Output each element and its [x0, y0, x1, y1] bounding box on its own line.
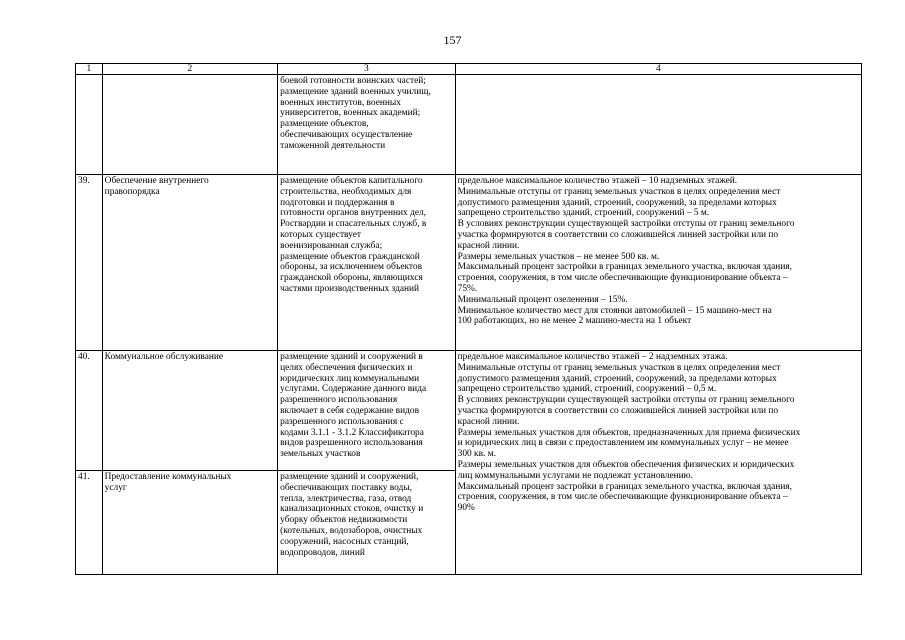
text-line: и юридических лиц в связи с предоставлением им коммунальных услуг – не менее [457, 438, 789, 449]
text-line: строительства, необходимых для [280, 186, 412, 197]
text-line: запрещено строительство зданий, строений, сооружений – 5 м. [457, 208, 710, 219]
text-line: размещение зданий военных училищ, [280, 86, 431, 97]
text-line: Минимальное количество мест для стоянки автомобилей – 15 машино-мест на [457, 305, 772, 316]
text-line: Росгвардии и спасательных служб, в [280, 219, 427, 230]
text-line: размещение объектов капитального [280, 176, 423, 186]
row-number-cell: 41. [76, 471, 103, 575]
text-line: Максимальный процент застройки в границах земельного участка, включая здания, [457, 262, 792, 273]
text-line: услуг [104, 482, 127, 493]
text-line: размещение зданий и сооружений в [280, 352, 423, 362]
text-line: лиц коммунальными услугами не подлежат установлению. [457, 470, 694, 481]
text-line: обеспечивающих осуществление [280, 129, 413, 140]
text-line: кодами 3.1.1 - 3.1.2 Классификатора [280, 427, 424, 438]
land-use-table [75, 63, 862, 575]
text-line: Минимальные отступы от границ земельных участков в целях определения мест [457, 362, 781, 373]
text-line: Размеры земельных участков – не менее 500 кв. м. [457, 251, 660, 262]
text-line: Максимальный процент застройки в границах земельного участка, включая здания, [457, 481, 792, 492]
text-line: канализационных стоков, очистку и [280, 504, 424, 515]
use-description-cell [278, 175, 456, 351]
table-row-continuation [76, 75, 862, 175]
page-number: 157 [443, 33, 462, 47]
column-number-4: 4 [455, 64, 861, 75]
text-line: разрешенного использования с [280, 416, 404, 427]
text-line: предельное максимальное количество этажей – 2 надземных этажа. [457, 352, 728, 362]
text-line: Обеспечение внутреннего [104, 176, 209, 186]
text-line: частями производственных зданий [280, 283, 420, 294]
text-line: тепла, электричества, газа, отвод [280, 493, 412, 504]
text-line: обороны, за исключением объектов [280, 262, 423, 273]
text-line: боевой готовности воинских частей; [280, 76, 426, 86]
text-line: строения, сооружения, в том числе обеспечивающие функционирование объекта – [457, 273, 788, 284]
text-line: земельных участков [280, 449, 361, 460]
parameters-cell [455, 175, 861, 351]
text-line: 90% [457, 503, 475, 514]
row-number-cell: 39. [76, 175, 103, 351]
text-line: услугами. Содержание данного вида [280, 384, 427, 395]
text-line: подготовки и поддержания в [280, 197, 395, 208]
text-line: размещение объектов гражданской [280, 251, 420, 262]
text-line: целях обеспечения физических и [280, 362, 413, 373]
column-number-2: 2 [102, 64, 277, 75]
text-line: водопроводов, линий [280, 547, 365, 558]
text-line: военных институтов, военных [280, 97, 401, 108]
text-line: правопорядка [104, 186, 160, 197]
text-line: 75%. [457, 283, 478, 294]
text-line: которых существует [280, 229, 361, 240]
use-description-cell [278, 75, 456, 175]
table-row-40 [76, 351, 862, 471]
parameters-cell [455, 75, 861, 175]
text-line: сооружений, насосных станций, [280, 536, 409, 547]
text-line: участка формируются в соответствии со сложившейся линией застройки или по [457, 229, 779, 240]
text-line: размещение объектов, [280, 119, 369, 130]
use-description-cell [278, 351, 456, 471]
row-number-cell [76, 75, 103, 175]
use-name-cell [102, 471, 277, 575]
text-line: Размеры земельных участков для объектов обеспечения физических и юридических [457, 459, 795, 470]
text-line: 300 кв. м. [457, 449, 496, 460]
text-line: готовности органов внутренних дел, [280, 208, 427, 219]
column-number-3: 3 [278, 64, 456, 75]
text-line: военизированная служба; [280, 240, 383, 251]
text-line: обеспечивающих поставку воды, [280, 482, 412, 493]
text-line: предельное максимальное количество этажей – 10 надземных этажей. [457, 176, 738, 186]
text-line: красной линии. [457, 240, 520, 251]
text-line: разрешенного использования [280, 395, 398, 406]
text-line: Минимальные отступы от границ земельных участков в целях определения мест [457, 186, 781, 197]
text-line: юридических лиц коммунальными [280, 373, 420, 384]
parameters-cell [455, 351, 861, 575]
use-description-cell [278, 471, 456, 575]
text-line: размещение зданий и сооружений, [280, 472, 419, 482]
text-line: (котельных, водозаборов, очистных [280, 525, 423, 536]
use-name-cell [102, 351, 277, 471]
use-name-cell [102, 175, 277, 351]
text-line: В условиях реконструкции существующей застройки отступы от границ земельного [457, 395, 795, 406]
table-row-39 [76, 175, 862, 351]
text-line: запрещено строительство зданий, строений, сооружений – 0,5 м. [457, 384, 717, 395]
text-line: университетов, военных академий; [280, 108, 421, 119]
text-line: Размеры земельных участков для объектов, предназначенных для приема физических [457, 427, 801, 438]
text-line: уборку объектов недвижимости [280, 515, 408, 526]
text-line: Минимальный процент озеленения – 15%. [457, 294, 628, 305]
text-line: 100 работающих, но не менее 2 машино-места на 1 объект [457, 316, 692, 327]
text-line: допустимого размещения зданий, строений, сооружений, за пределами которых [457, 197, 777, 208]
column-number-1: 1 [76, 64, 103, 75]
column-number-row [76, 64, 862, 75]
text-line: Коммунальное обслуживание [104, 352, 224, 362]
use-name-cell [102, 75, 277, 175]
text-line: строения, сооружения, в том числе обеспечивающие функционирование объекта – [457, 492, 788, 503]
text-line: В условиях реконструкции существующей застройки отступы от границ земельного [457, 219, 795, 230]
text-line: допустимого размещения зданий, строений, сооружений, за пределами которых [457, 373, 777, 384]
text-line: участка формируются в соответствии со сложившейся линией застройки или по [457, 405, 779, 416]
text-line: видов разрешенного использования [280, 438, 423, 449]
text-line: включает в себя содержание видов [280, 405, 420, 416]
text-line: гражданской обороны, являющихся [280, 273, 423, 284]
text-line: таможенной деятельности [280, 140, 386, 151]
text-line: Предоставление коммунальных [104, 472, 232, 482]
text-line: красной линии. [457, 416, 520, 427]
row-number-cell: 40. [76, 351, 103, 471]
